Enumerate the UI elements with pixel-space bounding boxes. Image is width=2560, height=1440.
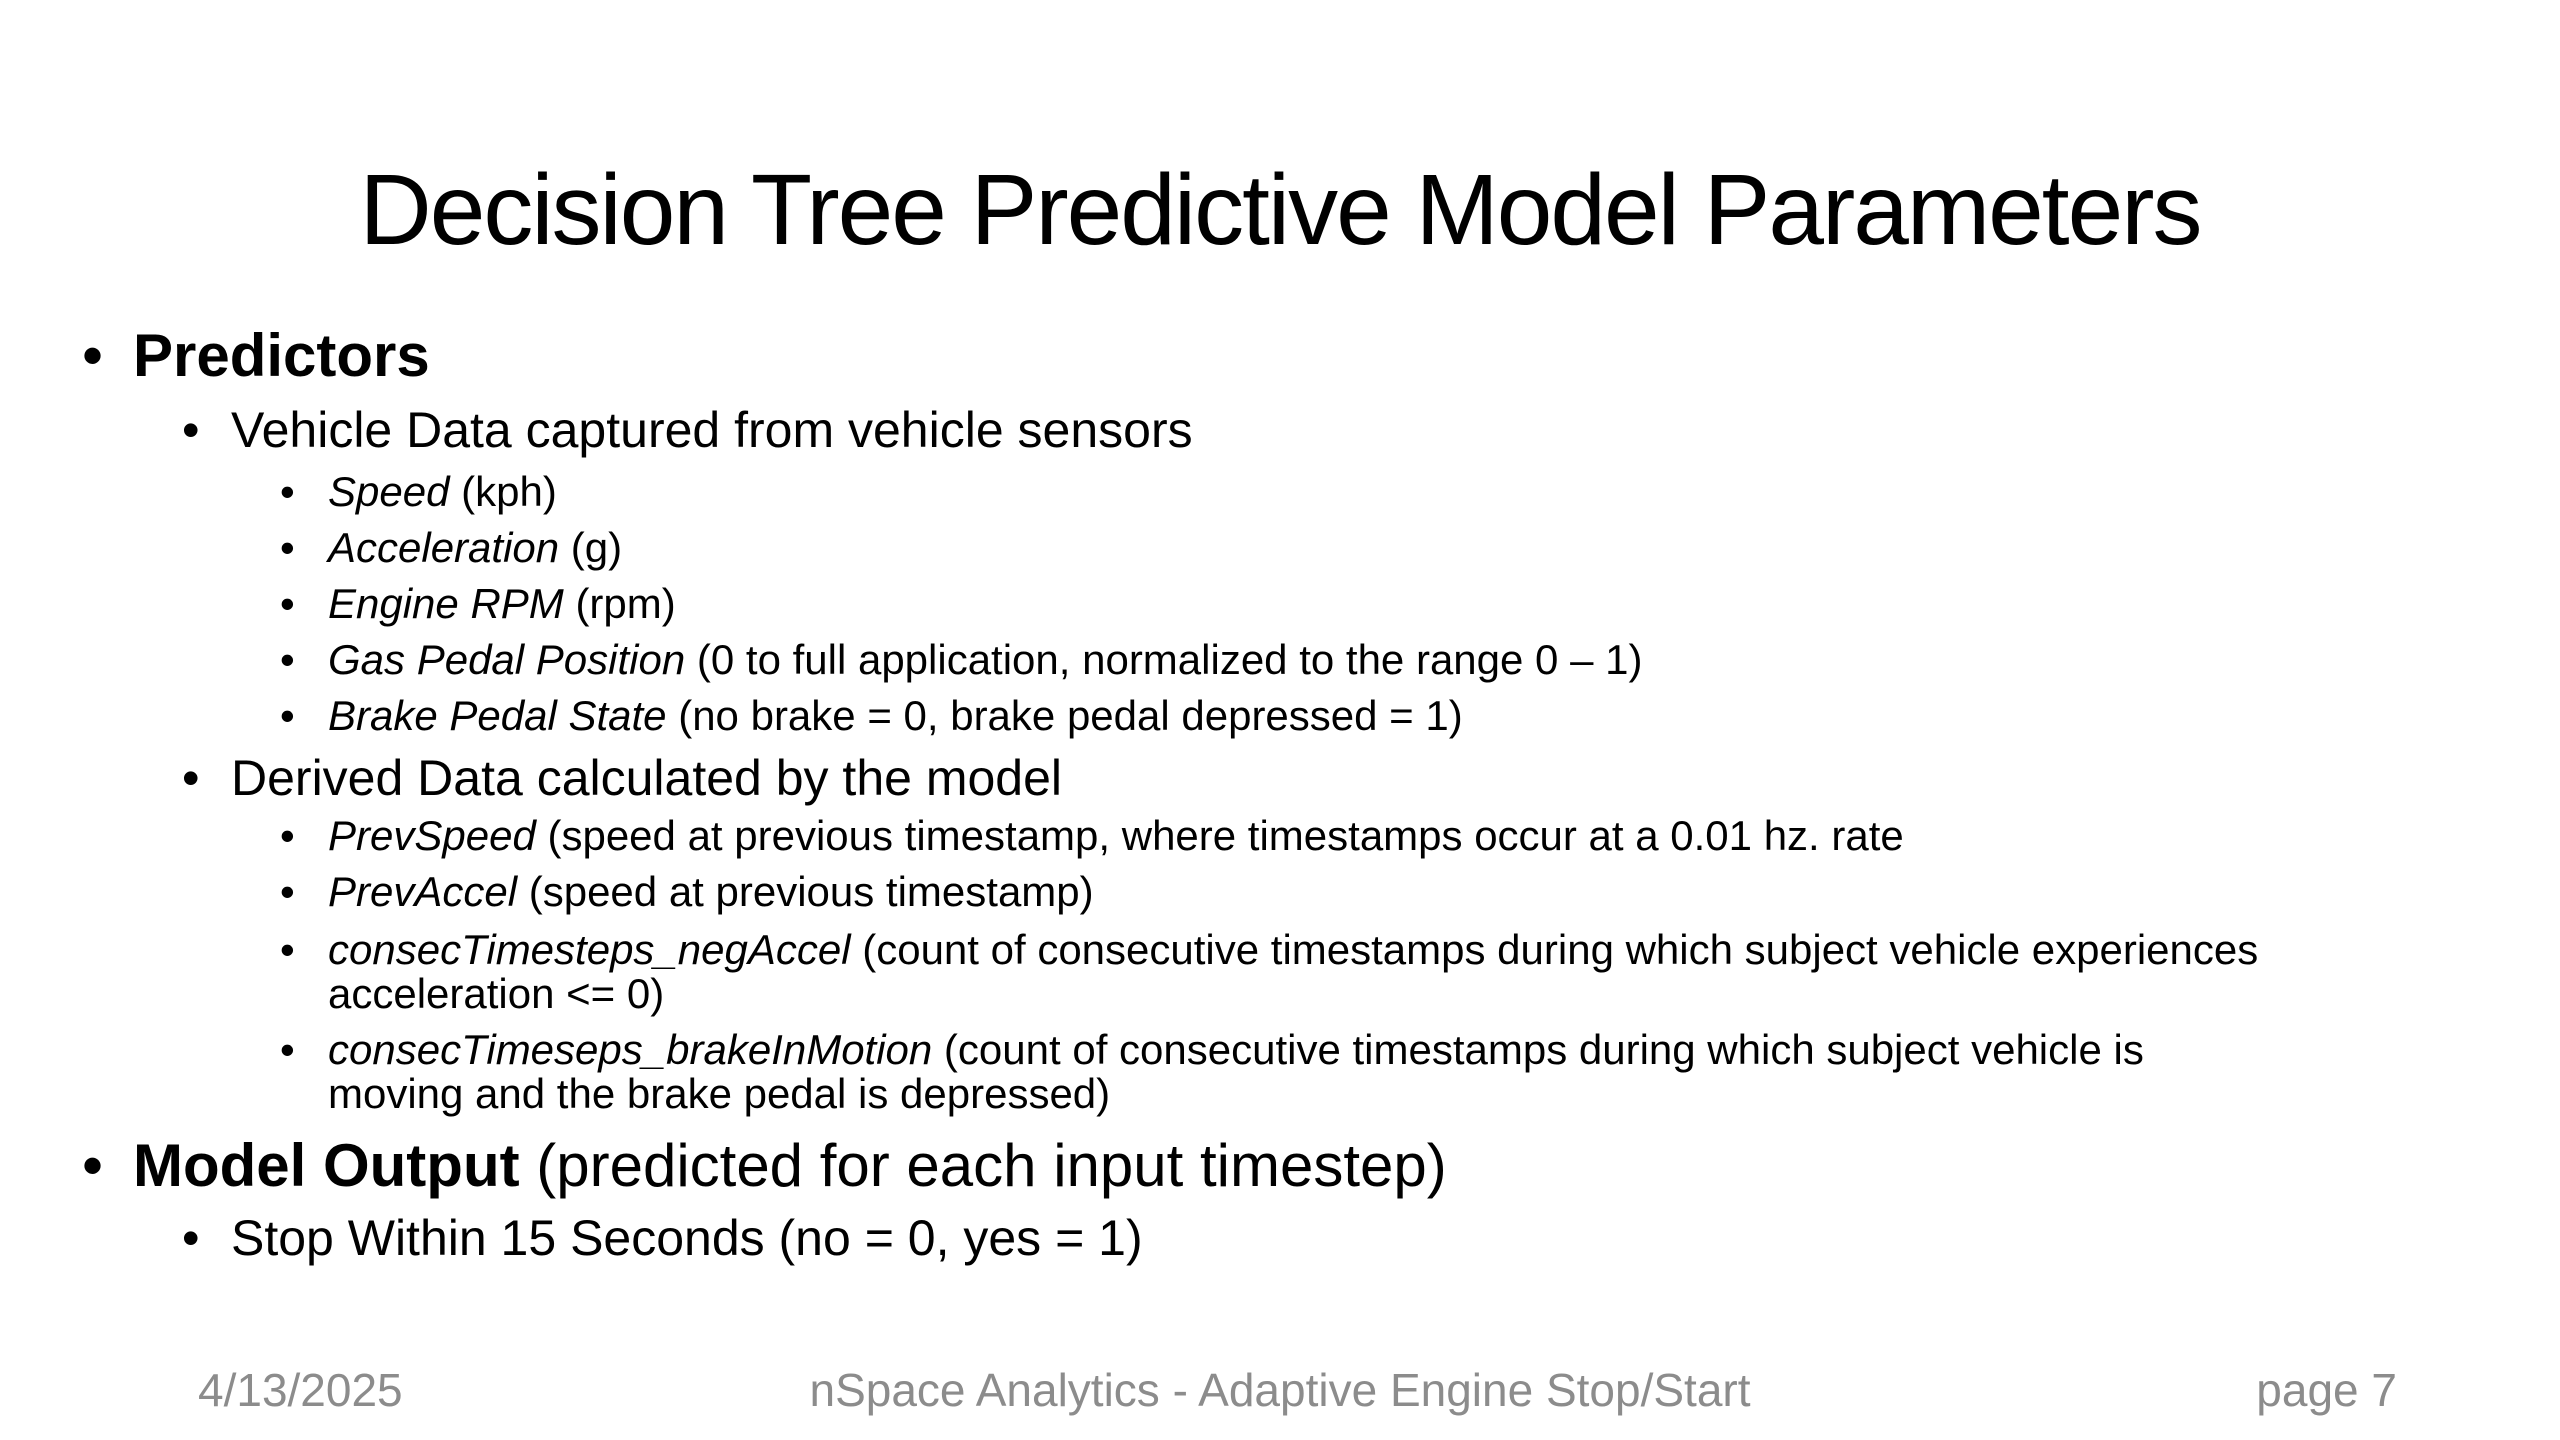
param-name: consecTimesteps_negAccel: [328, 926, 851, 973]
footer-page-number: page 7: [2256, 1364, 2397, 1416]
bullet-icon: •: [182, 750, 200, 806]
param-name: PrevSpeed: [328, 812, 536, 859]
bullet-icon: •: [280, 868, 295, 915]
bullet-icon: •: [280, 524, 295, 571]
model-output-item: Stop Within 15 Seconds (no = 0, yes = 1): [231, 1210, 1143, 1266]
list-item: [328, 814, 1904, 858]
param-name: Acceleration: [328, 524, 560, 571]
list-item: [328, 638, 1642, 682]
list-item: [328, 582, 676, 626]
param-desc: (no brake = 0, brake pedal depressed = 1): [666, 692, 1463, 739]
list-item: [328, 470, 557, 514]
bullet-icon: •: [280, 1026, 295, 1073]
list-item: [328, 1028, 2144, 1116]
param-name: Engine RPM: [328, 580, 564, 627]
bullet-icon: •: [280, 636, 295, 683]
param-desc: (speed at previous timestamp, where timestamps occur at a 0.01 hz. rate: [535, 812, 1904, 859]
footer-date: 4/13/2025: [198, 1364, 403, 1416]
param-desc: (0 to full application, normalized to the range 0 – 1): [685, 636, 1643, 683]
param-name: Gas Pedal Position: [328, 636, 686, 683]
bullet-icon: •: [280, 692, 295, 739]
bullet-icon: •: [280, 812, 295, 859]
footer-center: nSpace Analytics - Adaptive Engine Stop/Start: [809, 1364, 1751, 1416]
param-desc: (speed at previous timestamp): [517, 868, 1094, 915]
bullet-icon: •: [280, 580, 295, 627]
param-desc: (count of consecutive timestamps during which subject vehicle experiences: [850, 926, 2259, 973]
model-output-note: (predicted for each input timestep): [519, 1132, 1447, 1199]
predictors-heading: Predictors: [133, 322, 430, 389]
bullet-icon: •: [82, 1132, 104, 1199]
param-name: Brake Pedal State: [328, 692, 667, 739]
param-desc: (g): [559, 524, 623, 571]
param-desc-continued: moving and the brake pedal is depressed): [328, 1070, 1111, 1117]
param-name: PrevAccel: [328, 868, 518, 915]
derived-data-label: Derived Data calculated by the model: [231, 750, 1063, 806]
vehicle-data-label: Vehicle Data captured from vehicle sensors: [231, 402, 1193, 458]
bullet-icon: •: [280, 926, 295, 973]
bullet-icon: •: [182, 1210, 200, 1266]
list-item: [328, 694, 1463, 738]
bullet-icon: •: [280, 468, 295, 515]
param-desc: (kph): [449, 468, 557, 515]
param-desc-continued: acceleration <= 0): [328, 970, 665, 1017]
list-item: [328, 870, 1094, 914]
list-item: [328, 928, 2258, 1016]
bullet-icon: •: [182, 402, 200, 458]
bullet-icon: •: [82, 322, 104, 389]
model-output-label: Model Output: [133, 1132, 520, 1199]
param-name: Speed: [328, 468, 450, 515]
list-item: [328, 526, 622, 570]
slide-title: Decision Tree Predictive Model Parameters: [359, 154, 2201, 266]
param-desc: (count of consecutive timestamps during which subject vehicle is: [932, 1026, 2144, 1073]
model-output-heading: [133, 1130, 1447, 1202]
param-desc: (rpm): [563, 580, 676, 627]
param-name: consecTimeseps_brakeInMotion: [328, 1026, 933, 1073]
